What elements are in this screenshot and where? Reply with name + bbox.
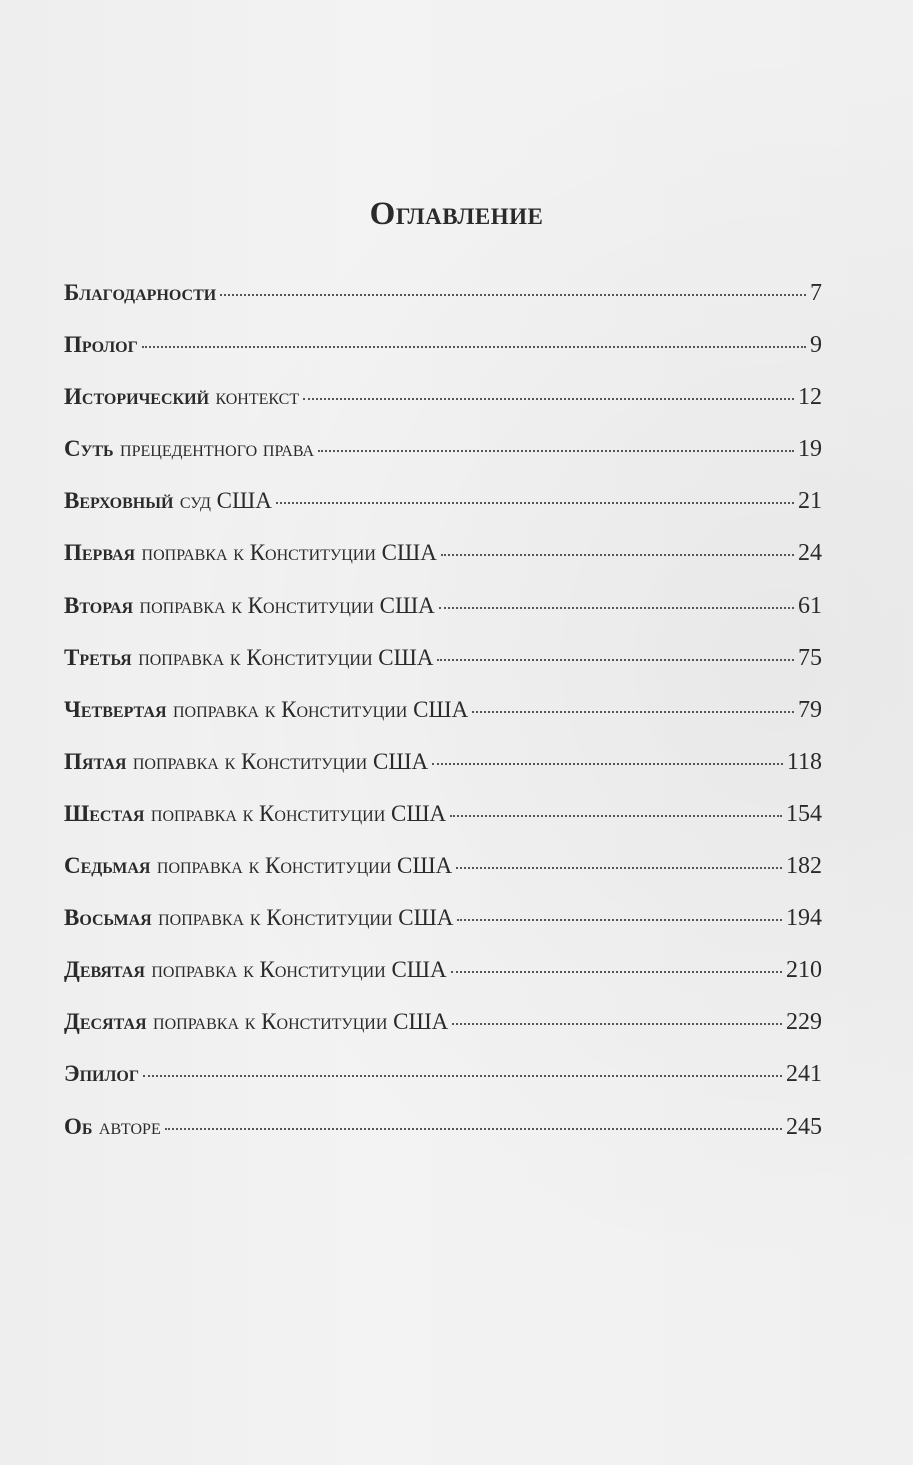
toc-entry-title-rest: суд США — [179, 488, 272, 514]
dot-leader — [143, 1075, 782, 1077]
toc-entry — [64, 1009, 822, 1061]
toc-entry — [64, 593, 822, 645]
toc-entry-title-bold: Первая — [64, 540, 136, 566]
toc-entry — [64, 905, 822, 957]
toc-entry-title-bold: Вторая — [64, 592, 134, 618]
toc-page-number: 79 — [798, 696, 822, 723]
dot-leader — [450, 815, 782, 817]
toc-entry-title-bold: Четвертая — [64, 696, 167, 722]
toc-entry — [64, 853, 822, 905]
toc-entry — [64, 384, 822, 436]
dot-leader — [142, 346, 806, 348]
dot-leader — [276, 502, 794, 504]
toc-entry-title-bold: Шестая — [64, 800, 145, 826]
toc-page-number: 118 — [786, 748, 822, 775]
page-title: Оглавление — [369, 196, 544, 232]
toc-entry-title-bold: Третья — [64, 644, 132, 670]
dot-leader — [318, 450, 794, 452]
toc-page-number: 24 — [798, 540, 822, 567]
dot-leader — [220, 294, 806, 296]
toc-entry-title-bold: Суть — [64, 436, 114, 462]
toc-entry-title-bold: Десятая — [64, 1009, 147, 1035]
toc-entry-title-bold: Пятая — [64, 748, 127, 774]
toc-entry-title-rest: контекст — [215, 384, 300, 410]
dot-leader — [432, 763, 783, 765]
toc-page-number: 182 — [786, 853, 822, 880]
toc-entry — [64, 332, 822, 384]
table-of-contents — [64, 280, 822, 1166]
toc-entry-title-rest: поправка к Конституции США — [138, 644, 434, 670]
dot-leader — [457, 919, 782, 921]
toc-entry — [64, 1061, 822, 1113]
toc-entry-title-bold: Седьмая — [64, 853, 151, 879]
toc-page-number: 154 — [786, 800, 822, 827]
toc-entry — [64, 280, 822, 332]
toc-entry-title-rest: поправка к Конституции США — [158, 905, 454, 931]
toc-entry-title-rest: поправка к Конституции США — [151, 957, 447, 983]
toc-page-number: 210 — [786, 957, 822, 984]
toc-entry-title-bold: Верховный — [64, 488, 174, 514]
dot-leader — [441, 554, 794, 556]
toc-page-number: 194 — [786, 905, 822, 932]
toc-entry-title-bold: Девятая — [64, 957, 145, 983]
dot-leader — [439, 607, 794, 609]
toc-entry-title-rest: поправка к Конституции США — [156, 853, 453, 879]
toc-entry — [64, 540, 822, 592]
dot-leader — [472, 711, 794, 713]
toc-entry-title-bold: Исторический — [64, 384, 210, 410]
toc-entry-title-bold: Восьмая — [64, 905, 152, 931]
toc-entry — [64, 697, 822, 749]
dot-leader — [452, 1023, 782, 1025]
toc-entry — [64, 1114, 822, 1166]
dot-leader — [437, 659, 794, 661]
toc-entry-title-rest: прецедентного права — [120, 436, 315, 462]
toc-entry — [64, 957, 822, 1009]
toc-entry-title-bold: Благодарности — [64, 280, 217, 305]
dot-leader — [456, 867, 782, 869]
toc-entry-title-rest: поправка к Конституции США — [172, 696, 469, 722]
toc-page-number: 7 — [810, 280, 822, 306]
toc-entry-title-rest: авторе — [98, 1113, 161, 1139]
toc-page-number: 241 — [786, 1061, 822, 1088]
toc-entry — [64, 645, 822, 697]
toc-page-number: 19 — [798, 436, 822, 463]
toc-page-number: 9 — [810, 332, 822, 359]
toc-page-number: 12 — [798, 384, 822, 411]
toc-entry-title-rest: поправка к Конституции США — [153, 1009, 449, 1035]
toc-entry-title-bold: Об — [64, 1113, 93, 1139]
toc-entry-title-rest: поправка к Конституции США — [132, 748, 429, 774]
toc-page-number: 61 — [798, 592, 822, 619]
dot-leader — [451, 971, 782, 973]
toc-entry-title-bold: Пролог — [64, 332, 138, 358]
toc-entry — [64, 488, 822, 540]
toc-page-number: 21 — [798, 488, 822, 515]
toc-entry — [64, 749, 822, 801]
toc-page-number: 75 — [798, 644, 822, 671]
toc-page-number: 229 — [786, 1009, 822, 1036]
toc-page-number: 245 — [786, 1113, 822, 1140]
toc-entry-title-rest: поправка к Конституции США — [141, 540, 437, 566]
toc-entry — [64, 436, 822, 488]
toc-entry-title-rest: поправка к Конституции США — [139, 592, 435, 618]
toc-entry-title-rest: поправка к Конституции США — [150, 800, 447, 826]
dot-leader — [165, 1128, 782, 1130]
toc-entry — [64, 801, 822, 853]
dot-leader — [303, 398, 794, 400]
toc-entry-title-bold: Эпилог — [64, 1061, 140, 1087]
